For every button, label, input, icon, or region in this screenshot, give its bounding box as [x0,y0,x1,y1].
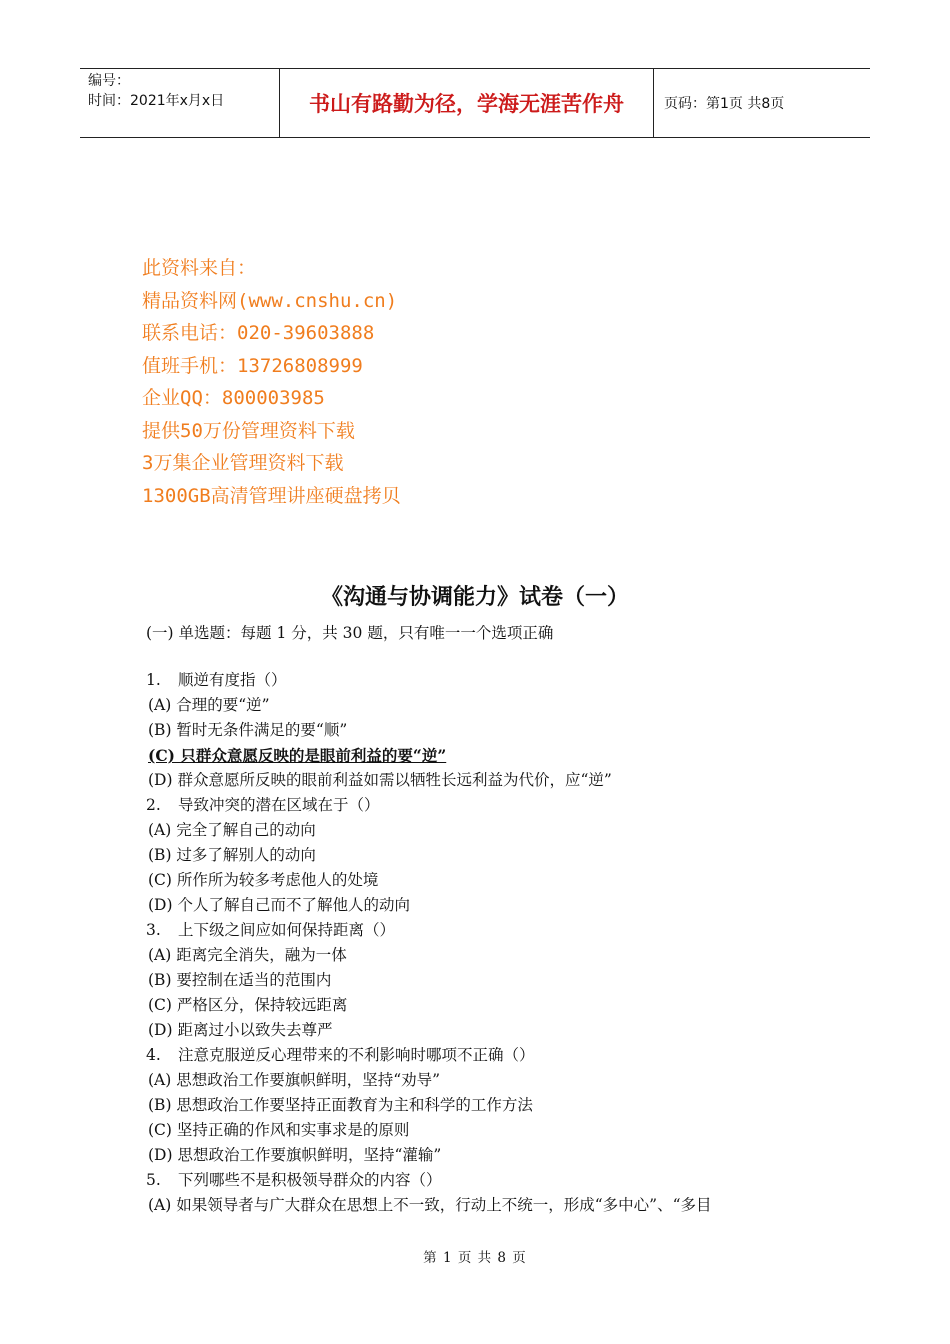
info-line: 此资料来自： [142,257,257,279]
option: (C) 严格区分，保持较远距离 [148,996,348,1014]
info-line: 精品资料网(www.cnshu.cn) [142,289,398,312]
info-line: 1300GB高清管理讲座硬盘拷贝 [142,484,401,507]
question [146,1168,826,1193]
question-text: 注意克服逆反心理带来的不利影响时哪项不正确（） [178,1046,535,1064]
info-line: 3万集企业管理资料下载 [142,452,344,474]
question-number: 3. [146,921,161,939]
question-number: 2. [146,796,161,814]
option: (C) 所作所为较多考虑他人的处境 [148,871,379,889]
option: (C) 坚持正确的作风和实事求是的原则 [148,1121,410,1139]
source-info [142,252,401,512]
question-number: 4. [146,1046,161,1064]
option: (B) 暂时无条件满足的要“顺” [148,721,348,739]
question-list [146,620,826,1218]
info-line: 值班手机：13726808999 [142,354,363,377]
instructions: (一) 单选题：每题 1 分，共 30 题，只有唯一一个选项正确 [146,624,554,642]
date-label: 时间：2021年x月x日 [88,93,225,109]
option: (B) 思想政治工作要坚持正面教育为主和科学的工作方法 [148,1096,533,1114]
header-table [80,68,870,138]
header-page-info: 页码：第1页 共8页 [664,96,785,112]
question-text: 上下级之间应如何保持距离（） [178,921,396,939]
info-line: 企业QQ：800003985 [142,387,325,409]
question-text: 顺逆有度指（） [178,671,287,689]
option: (A) 距离完全消失，融为一体 [148,946,347,964]
option: (D) 距离过小以致失去尊严 [148,1021,333,1039]
document-title: 《沟通与协调能力》试卷（一） [320,584,629,610]
option: (D) 群众意愿所反映的眼前利益如需以牺牲长远利益为代价，应“逆” [148,771,612,789]
option: (B) 过多了解别人的动向 [148,846,316,864]
info-line: 联系电话：020-39603888 [142,322,375,344]
option-answer [146,743,826,768]
option: (A) 合理的要“逆” [148,696,270,714]
page-footer: 第 1 页 共 8 页 [423,1250,527,1266]
option-answer-text: (C) 只群众意愿反映的是眼前利益的要“逆” [148,746,447,765]
question [146,793,826,818]
question [146,1043,826,1068]
question-text: 下列哪些不是积极领导群众的内容（） [178,1171,442,1189]
header-meta [80,69,280,137]
question-number: 5. [146,1171,161,1189]
question [146,918,826,943]
info-line: 提供50万份管理资料下载 [142,419,355,442]
number-label: 编号： [88,73,130,89]
header-motto: 书山有路勤为径，学海无涯苦作舟 [280,69,654,137]
option: (B) 要控制在适当的范围内 [148,971,332,989]
question [146,668,826,693]
option: (D) 个人了解自己而不了解他人的动向 [148,896,410,914]
question-number: 1. [146,671,161,689]
question-text: 导致冲突的潜在区域在于（） [178,796,380,814]
option: (A) 如果领导者与广大群众在思想上不一致，行动上不统一，形成“多中心”、“多目 [148,1196,712,1214]
option: (D) 思想政治工作要旗帜鲜明，坚持“灌输” [148,1146,442,1164]
option: (A) 思想政治工作要旗帜鲜明，坚持“劝导” [148,1071,441,1089]
option: (A) 完全了解自己的动向 [148,821,316,839]
